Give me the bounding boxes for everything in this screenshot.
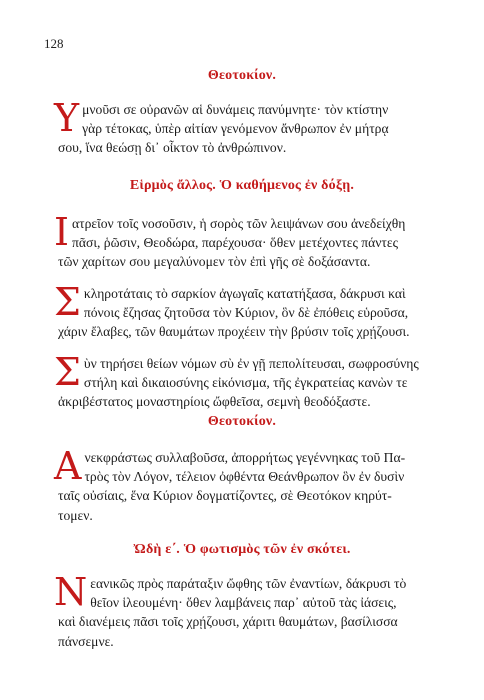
page-number: 128 xyxy=(44,36,64,51)
text-line: τῶν χαρίτων σου μεγαλύνομεν τὸν ἐπὶ γῆς σὲ δοξάσαντα. xyxy=(58,254,371,270)
text-line: χάριν ἔλαβες, τῶν θαυμάτων προχέειν τὴν βρύσιν τοῖς χρῄζουσι. xyxy=(58,324,410,340)
text-line: μνοῦσι σε οὐρανῶν αἱ δυνάμεις πανύμνητε· τὸν κτίστην xyxy=(82,102,389,117)
drop-cap: Υ xyxy=(54,96,80,140)
section-heading: Εἱρμὸς ἄλλος. Ὁ καθήμενος ἐν δόξῃ. xyxy=(129,178,355,193)
drop-cap: Σ xyxy=(54,350,81,394)
drop-cap: Ν xyxy=(54,570,88,614)
troparion xyxy=(54,350,458,412)
troparion xyxy=(54,570,458,651)
text-line: ταῖς οὐσίαις, ἕνα Κύριον δογματίζοντες, σὲ Θεοτόκον κηρύτ- xyxy=(58,488,392,504)
text-line: νεκφράστως συλλαβοῦσα, ἀπορρήτως γεγέννηκας τοῦ Πα- xyxy=(84,450,406,465)
section-heading: Ὠδὴ ε΄. Ὁ φωτισμὸς τῶν ἐν σκότει. xyxy=(133,542,351,557)
text-line: στήλη καὶ δικαιοσύνης εἰκόνισμα, τῆς ἐγκρατείας κανὼν τε xyxy=(83,375,408,391)
drop-cap: Α xyxy=(54,444,82,488)
text-line: κληροτάταις τὸ σαρκίον ἀγωγαῖς κατατήξασα, δάκρυσι καὶ xyxy=(83,286,406,301)
text-line: τομεν. xyxy=(58,507,93,523)
text-line: εανικῶς πρὸς παράταξιν ὤφθης τῶν ἐναντίων, δάκρυσι τὸ xyxy=(90,576,407,591)
text-line: ατρεῖον τοῖς νοσοῦσιν, ἡ σορὸς τῶν λειψάνων σου ἀνεδείχθη xyxy=(72,216,406,231)
text-line: σου, ἵνα θεώσῃ δι᾽ οἶκτον τὸ ἀνθρώπινον. xyxy=(58,140,287,156)
section-heading: Θεοτοκίον. xyxy=(207,414,277,429)
drop-cap: Ι xyxy=(54,210,70,254)
troparion xyxy=(54,96,458,158)
text-line: γὰρ τέτοκας, ὑπὲρ αἰτίαν γενόμενον ἄνθρωπον ἐν μήτρᾳ xyxy=(82,121,389,137)
text-line: πᾶσι, ῥῶσιν, Θεοδώρα, παρέχουσα· ὅθεν μετέχοντες πάντες xyxy=(72,235,398,251)
troparion xyxy=(54,210,458,272)
text-line: θεῖον ἱλεουμένη· ὅθεν λαμβάνεις παρ᾽ αὐτοῦ τὰς ἰάσεις, xyxy=(90,595,397,611)
text-line: ἀκριβέστατος μοναστηρίοις ὤφθεῖσα, σεμνὴ θεοδόξαστε. xyxy=(58,394,371,410)
text-line: πόνοις ἔζησας ζητοῦσα τὸν Κύριον, ὃν δὲ ἐπόθεις εὑροῦσα, xyxy=(83,305,409,321)
text-line: πάνσεμνε. xyxy=(58,633,114,649)
troparion xyxy=(54,280,458,342)
troparion xyxy=(54,444,458,525)
text-line: καὶ διανέμεις πᾶσι τοῖς χρῄζουσι, χάριτι θαυμάτων, βασίλισσα xyxy=(58,614,398,630)
drop-cap: Σ xyxy=(54,280,81,324)
text-line: τρὸς τὸν Λόγον, τέλειον ὀφθέντα Θεάνθρωπον ὃν ἐν δυσὶν xyxy=(84,469,405,485)
section-heading: Θεοτοκίον. xyxy=(207,68,277,83)
text-line: ὺν τηρήσει θείων νόμων σὺ ἐν γῇ πεπολίτευσαι, σωφροσύνης xyxy=(83,356,419,371)
